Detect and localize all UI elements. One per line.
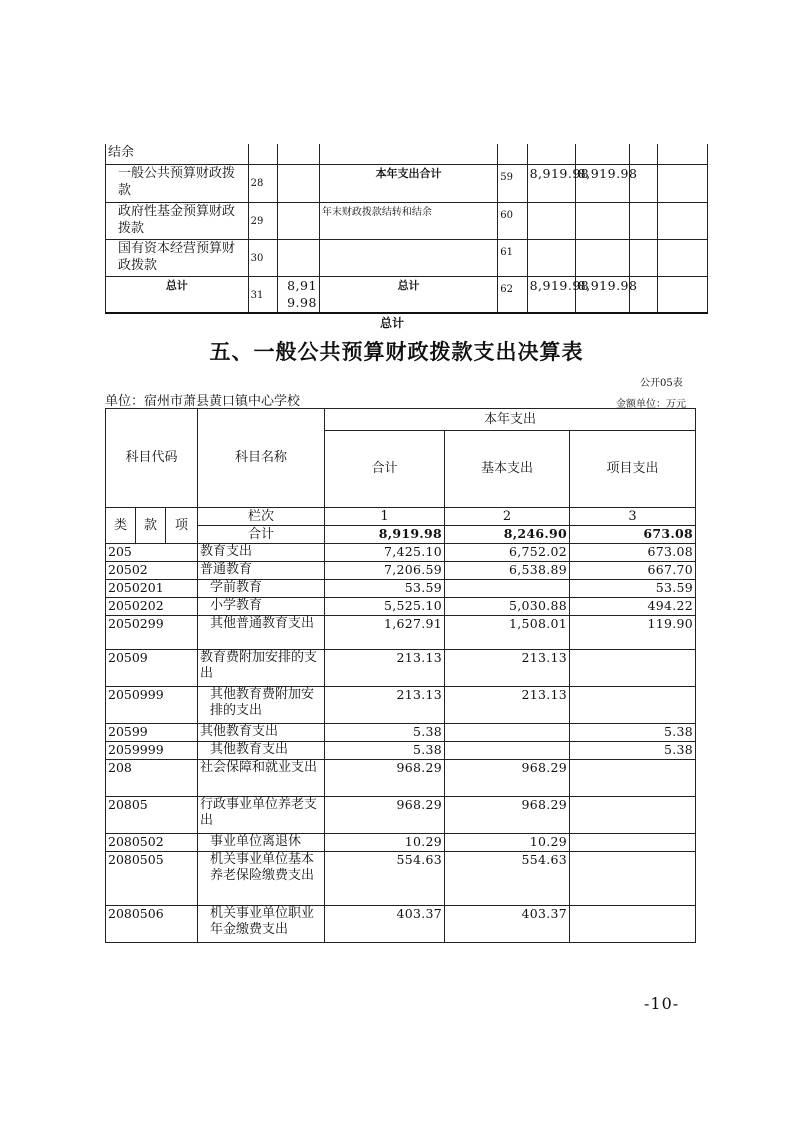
subject-code: 2050202 xyxy=(106,598,198,616)
project-amount xyxy=(570,760,696,797)
total-amount: 5.38 xyxy=(325,742,445,760)
subject-code: 20599 xyxy=(106,724,198,742)
subject-code: 2080506 xyxy=(106,906,198,943)
subject-code: 2080502 xyxy=(106,834,198,852)
total-amount: 53.59 xyxy=(325,580,445,598)
page-number: -10- xyxy=(644,994,680,1013)
total-amount: 1,627.91 xyxy=(325,616,445,650)
table-row xyxy=(106,239,708,276)
grand-total-total: 8,919.98 xyxy=(325,526,445,544)
table-row xyxy=(106,562,696,580)
value-cell: 8,919.98 xyxy=(277,276,319,313)
basic-amount xyxy=(445,724,570,742)
column-index: 1 xyxy=(325,508,445,526)
value-cell: 8,919.98 xyxy=(575,164,630,202)
project-amount xyxy=(570,852,696,906)
subject-name: 普通教育 xyxy=(198,562,325,580)
subject-code: 2059999 xyxy=(106,742,198,760)
header-name: 科目名称 xyxy=(198,409,325,508)
table-row xyxy=(106,616,696,650)
total-amount: 403.37 xyxy=(325,906,445,943)
project-amount xyxy=(570,650,696,687)
under-table-total-label: 总计 xyxy=(380,316,405,330)
right-total-label: 总计 xyxy=(319,276,497,313)
project-amount xyxy=(570,906,696,943)
header-basic: 基本支出 xyxy=(445,431,570,508)
subject-name: 其他教育支出 xyxy=(198,742,325,760)
row-number: 28 xyxy=(248,164,277,202)
total-amount: 213.13 xyxy=(325,650,445,687)
table-row xyxy=(106,164,708,202)
basic-amount: 6,538.89 xyxy=(445,562,570,580)
expenditure-table xyxy=(105,408,696,943)
row-number: 30 xyxy=(248,239,277,276)
grand-total-basic: 8,246.90 xyxy=(445,526,570,544)
basic-amount xyxy=(445,742,570,760)
subject-name: 教育支出 xyxy=(198,544,325,562)
expenditure-rows xyxy=(106,544,696,943)
header-total: 合计 xyxy=(325,431,445,508)
table-row xyxy=(106,742,696,760)
table-row xyxy=(106,797,696,834)
right-number: 61 xyxy=(498,239,527,276)
table-row xyxy=(106,852,696,906)
subject-code: 20502 xyxy=(106,562,198,580)
basic-amount: 1,508.01 xyxy=(445,616,570,650)
table-row xyxy=(106,906,696,943)
project-amount: 53.59 xyxy=(570,580,696,598)
header-group: 本年支出 xyxy=(325,409,696,431)
basic-amount: 554.63 xyxy=(445,852,570,906)
grand-total-project: 673.08 xyxy=(570,526,696,544)
column-index: 3 xyxy=(570,508,696,526)
basic-amount: 10.29 xyxy=(445,834,570,852)
right-label: 年末财政拨款结转和结余 xyxy=(319,202,497,239)
header-xiang: 项 xyxy=(166,508,198,544)
amount-unit: 金额单位：万元 xyxy=(616,399,686,410)
subject-code: 208 xyxy=(106,760,198,797)
subject-code: 20805 xyxy=(106,797,198,834)
row-label: 一般公共预算财政拨款 xyxy=(106,164,249,202)
project-amount xyxy=(570,797,696,834)
total-amount: 968.29 xyxy=(325,797,445,834)
subject-name: 学前教育 xyxy=(198,580,325,598)
subject-name: 事业单位离退休 xyxy=(198,834,325,852)
header-lei: 类 xyxy=(106,508,136,544)
basic-amount: 968.29 xyxy=(445,797,570,834)
right-number: 62 xyxy=(498,276,527,313)
total-amount: 10.29 xyxy=(325,834,445,852)
table-row xyxy=(106,598,696,616)
basic-amount: 5,030.88 xyxy=(445,598,570,616)
table-row xyxy=(106,202,708,239)
subject-name: 教育费附加安排的支出 xyxy=(198,650,325,687)
total-row xyxy=(106,276,708,313)
row-label: 国有资本经营预算财政拨款 xyxy=(106,239,249,276)
row-number: 29 xyxy=(248,202,277,239)
basic-amount: 968.29 xyxy=(445,760,570,797)
total-amount: 213.13 xyxy=(325,687,445,724)
form-code: 公开05表 xyxy=(640,378,683,389)
total-amount: 5.38 xyxy=(325,724,445,742)
project-amount xyxy=(570,687,696,724)
subject-code: 205 xyxy=(106,544,198,562)
subject-code: 2050999 xyxy=(106,687,198,724)
right-label: 本年支出合计 xyxy=(319,164,497,202)
table-row xyxy=(106,544,696,562)
project-amount: 5.38 xyxy=(570,724,696,742)
right-number: 60 xyxy=(498,202,527,239)
project-amount: 119.90 xyxy=(570,616,696,650)
header-project: 项目支出 xyxy=(570,431,696,508)
value-cell: 8,919.98 xyxy=(575,276,630,313)
table-row xyxy=(106,580,696,598)
table-row xyxy=(106,834,696,852)
table-row xyxy=(106,724,696,742)
total-amount: 7,425.10 xyxy=(325,544,445,562)
row-label: 政府性基金预算财政拨款 xyxy=(106,202,249,239)
project-amount xyxy=(570,834,696,852)
row-label: 结余 xyxy=(106,144,249,164)
total-amount: 7,206.59 xyxy=(325,562,445,580)
table-row xyxy=(106,144,708,164)
basic-amount: 213.13 xyxy=(445,650,570,687)
subject-code: 2050299 xyxy=(106,616,198,650)
total-label: 总计 xyxy=(106,276,249,313)
subject-name: 机关事业单位基本养老保险缴费支出 xyxy=(198,852,325,906)
project-amount: 494.22 xyxy=(570,598,696,616)
total-amount: 554.63 xyxy=(325,852,445,906)
right-number: 59 xyxy=(498,164,527,202)
total-amount: 968.29 xyxy=(325,760,445,797)
subject-name: 其他教育支出 xyxy=(198,724,325,742)
section-title: 五、一般公共预算财政拨款支出决算表 xyxy=(209,340,584,364)
value-cell: 8,919.98 xyxy=(527,164,575,202)
header-lanci: 栏次 xyxy=(198,508,325,526)
balance-table-continuation xyxy=(105,144,708,314)
basic-amount xyxy=(445,580,570,598)
column-index: 2 xyxy=(445,508,570,526)
subject-name: 其他教育费附加安排的支出 xyxy=(198,687,325,724)
row-number: 31 xyxy=(248,276,277,313)
subject-name: 其他普通教育支出 xyxy=(198,616,325,650)
header-code: 科目代码 xyxy=(106,409,198,508)
header-row xyxy=(106,409,696,431)
table-row xyxy=(106,760,696,797)
subject-name: 机关事业单位职业年金缴费支出 xyxy=(198,906,325,943)
subject-code: 20509 xyxy=(106,650,198,687)
project-amount: 5.38 xyxy=(570,742,696,760)
basic-amount: 403.37 xyxy=(445,906,570,943)
table-row xyxy=(106,650,696,687)
basic-amount: 213.13 xyxy=(445,687,570,724)
subject-name: 行政事业单位养老支出 xyxy=(198,797,325,834)
subject-code: 2050201 xyxy=(106,580,198,598)
subject-code: 2080505 xyxy=(106,852,198,906)
value-cell: 8,919.98 xyxy=(527,276,575,313)
project-amount: 673.08 xyxy=(570,544,696,562)
table-row xyxy=(106,687,696,724)
column-index-row xyxy=(106,508,696,526)
unit-label: 单位：宿州市萧县黄口镇中心学校 xyxy=(105,394,301,409)
basic-amount: 6,752.02 xyxy=(445,544,570,562)
total-amount: 5,525.10 xyxy=(325,598,445,616)
subject-name: 社会保障和就业支出 xyxy=(198,760,325,797)
subject-name: 小学教育 xyxy=(198,598,325,616)
header-kuan: 款 xyxy=(136,508,166,544)
grand-total-label: 合计 xyxy=(198,526,325,544)
project-amount: 667.70 xyxy=(570,562,696,580)
